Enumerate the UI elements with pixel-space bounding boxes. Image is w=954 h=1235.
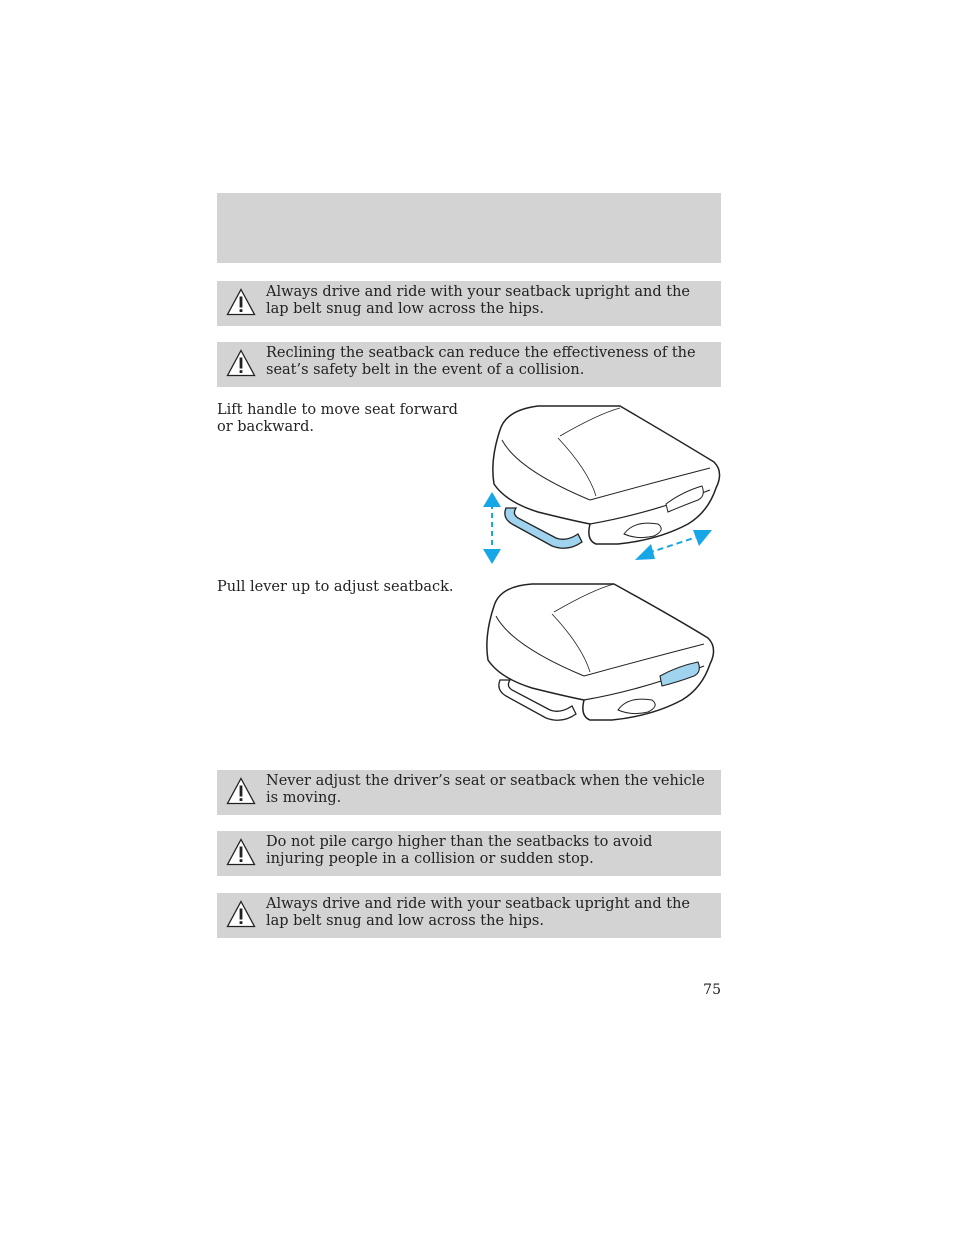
- warning-text: Never adjust the driver’s seat or seatback when the vehicle is moving.: [266, 773, 705, 806]
- arrow-backward-icon: [635, 544, 655, 560]
- warning-triangle-icon: [226, 777, 256, 805]
- warning-triangle-icon: [226, 288, 256, 316]
- warning-box: [217, 342, 721, 387]
- section-header-bar: [217, 193, 721, 263]
- caption-recline: Pull lever up to adjust seatback.: [217, 579, 454, 595]
- page-number: 75: [703, 982, 721, 998]
- warning-triangle-icon: [226, 838, 256, 866]
- warning-text: Always drive and ride with your seatback upright and the lap belt snug and low across the hips.: [266, 896, 690, 929]
- warning-box: [217, 831, 721, 876]
- warning-text: Reclining the seatback can reduce the effectiveness of the seat’s safety belt in the event of a collision.: [266, 345, 696, 378]
- warning-box: [217, 281, 721, 326]
- warning-triangle-icon: [226, 349, 256, 377]
- warning-box: [217, 893, 721, 938]
- seat-recline-illustration: [480, 578, 720, 730]
- fore-aft-arrow: [648, 536, 700, 553]
- warning-text: Always drive and ride with your seatback upright and the lap belt snug and low across the hips.: [266, 284, 690, 317]
- arrow-down-icon: [483, 549, 501, 564]
- caption-fore-aft: Lift handle to move seat forward or backward.: [217, 402, 458, 435]
- arrow-up-icon: [483, 492, 501, 507]
- warning-box: [217, 770, 721, 815]
- warning-text: Do not pile cargo higher than the seatbacks to avoid injuring people in a collision or sudden stop.: [266, 834, 653, 867]
- seat-fore-aft-illustration: [478, 400, 723, 568]
- warning-triangle-icon: [226, 900, 256, 928]
